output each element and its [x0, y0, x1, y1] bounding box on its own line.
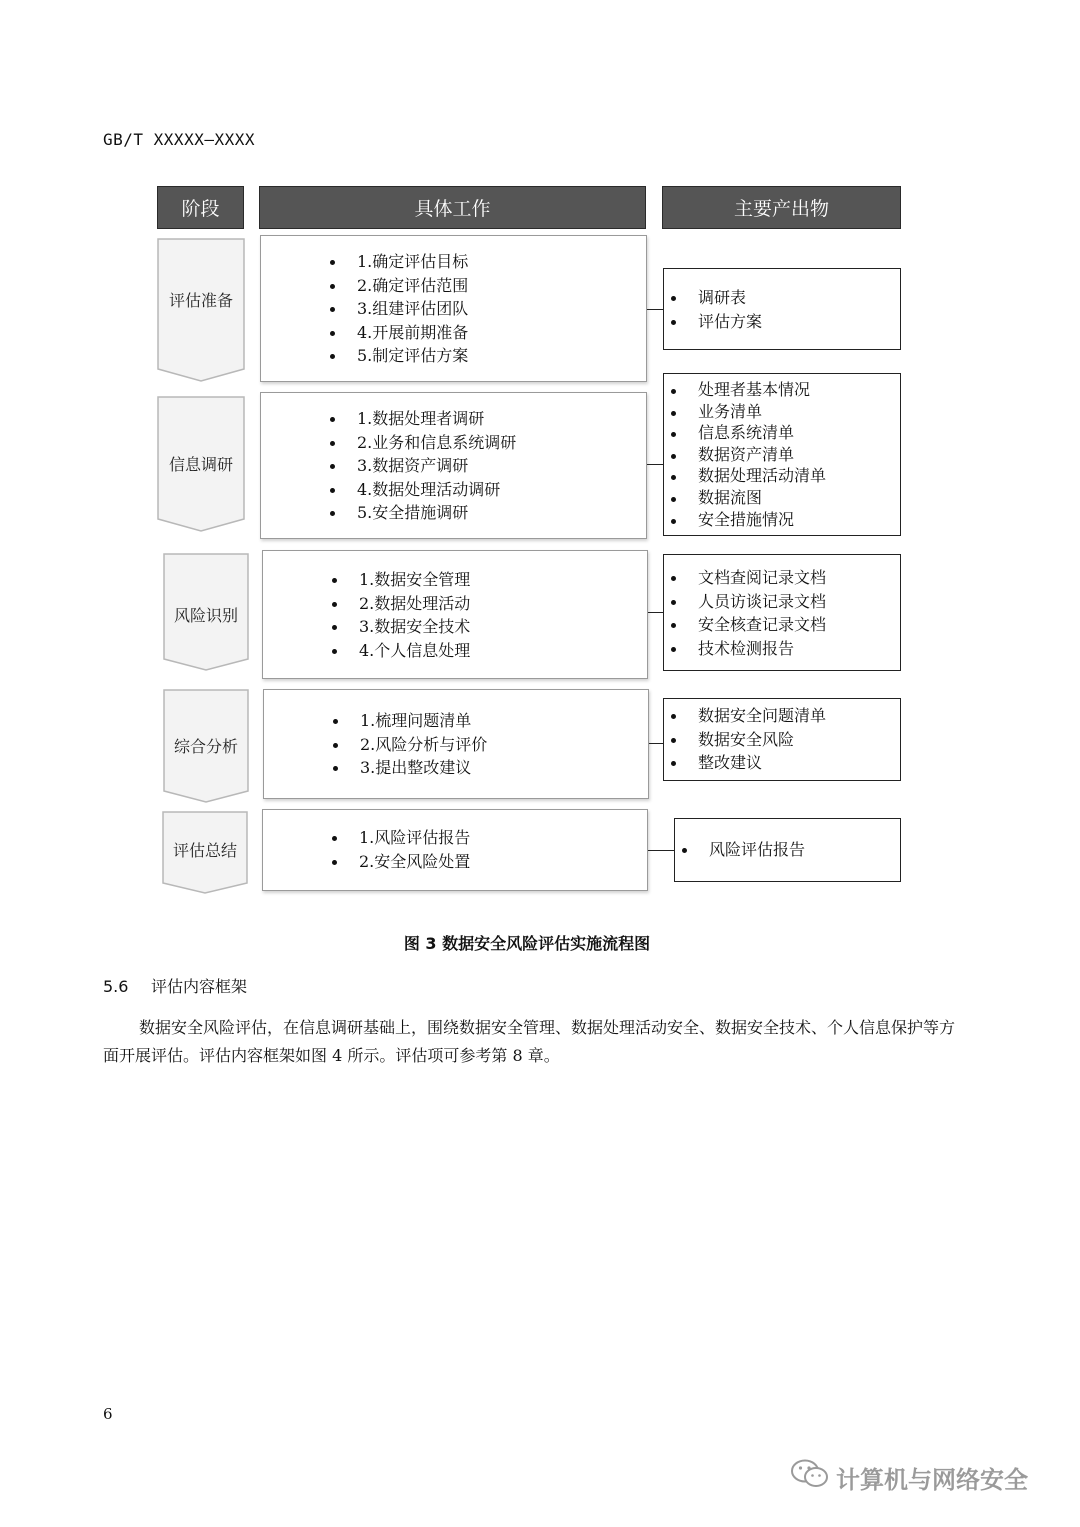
connector-line: [649, 743, 663, 744]
output-item: 人员访谈记录文档: [698, 590, 826, 614]
work-item: 1.确定评估目标: [357, 250, 468, 274]
connector-line: [647, 464, 663, 465]
connector-line: [648, 850, 674, 851]
header-work: 具体工作: [259, 186, 646, 229]
work-item: 3.数据资产调研: [357, 454, 516, 478]
work-item: 4.开展前期准备: [357, 321, 468, 345]
output-item: 评估方案: [698, 310, 762, 334]
stage-arrow-prepare: [157, 238, 245, 382]
section-heading: [103, 974, 247, 997]
wechat-icon: [790, 1458, 830, 1496]
output-item: 风险评估报告: [709, 838, 805, 862]
output-item: 技术检测报告: [698, 637, 826, 661]
header-output: 主要产出物: [662, 186, 901, 229]
connector-line: [647, 309, 663, 310]
output-item: 处理者基本情况: [698, 379, 826, 401]
output-item: 数据处理活动清单: [698, 466, 827, 486]
work-item: 3.组建评估团队: [357, 297, 468, 321]
output-item: 业务清单: [698, 401, 826, 423]
work-item: 2.确定评估范围: [357, 274, 468, 298]
work-item: 2.业务和信息系统调研: [357, 431, 516, 455]
body-paragraph: 数据安全风险评估，在信息调研基础上，围绕数据安全管理、数据处理活动安全、数据安全技术、个人信息保护等方面开展评估。评估内容框架如图 4 所示。评估项可参考第 8 章。: [103, 1018, 956, 1065]
output-item: 文档查阅记录文档: [698, 566, 826, 590]
page-number: 6: [103, 1405, 113, 1423]
output-box-research: [663, 373, 901, 536]
stage-arrow-summary: [162, 811, 248, 894]
stage-label: 综合分析: [173, 737, 238, 756]
output-item: 信息系统清单: [698, 422, 826, 444]
section-number: 5.6: [103, 977, 129, 996]
work-item: 5.制定评估方案: [357, 344, 468, 368]
stage-arrow-research: [157, 396, 245, 532]
output-box-summary: [674, 818, 901, 882]
output-item: 数据流图: [698, 487, 826, 509]
work-item: 4.个人信息处理: [359, 639, 470, 663]
work-box-prepare: [260, 235, 647, 382]
output-item: 安全核查记录文档: [698, 613, 826, 637]
work-item: 5.安全措施调研: [357, 501, 516, 525]
work-item: 1.梳理问题清单: [360, 709, 487, 733]
output-box-prepare: [663, 268, 901, 350]
document-code: GB/T XXXXX—XXXX: [103, 130, 255, 149]
output-box-analysis: [663, 698, 901, 781]
work-item: 2.风险分析与评价: [360, 733, 487, 757]
work-item: 4.数据处理活动调研: [357, 478, 516, 502]
work-box-identify: [262, 550, 648, 679]
work-item: 2.安全风险处置: [359, 850, 470, 874]
output-item: 安全措施情况: [698, 509, 826, 531]
output-item: 数据资产清单: [698, 444, 826, 466]
stage-label: 评估总结: [172, 841, 237, 860]
stage-label: 风险识别: [173, 606, 238, 625]
figure-caption: 图 3 数据安全风险评估实施流程图: [403, 934, 651, 953]
output-item: 数据安全风险: [698, 728, 826, 752]
work-box-analysis: [263, 689, 649, 799]
stage-label: 信息调研: [168, 455, 233, 474]
work-item: 3.提出整改建议: [360, 756, 487, 780]
output-item: 数据安全问题清单: [698, 704, 826, 728]
work-item: 2.数据处理活动: [359, 592, 470, 616]
stage-arrow-analysis: [163, 689, 249, 803]
work-box-summary: [262, 809, 648, 891]
output-item: 调研表: [698, 286, 762, 310]
connector-line: [648, 612, 663, 613]
watermark-text: 计算机与网络安全: [836, 1465, 1028, 1494]
work-item: 1.数据处理者调研: [357, 407, 516, 431]
work-item: 3.数据安全技术: [359, 615, 470, 639]
watermark: [790, 1458, 1028, 1496]
section-title: 评估内容框架: [151, 977, 248, 996]
stage-arrow-identify: [163, 553, 249, 671]
output-box-identify: [663, 554, 901, 671]
work-item: 1.风险评估报告: [359, 826, 470, 850]
header-stage: 阶段: [157, 186, 244, 229]
work-item: 1.数据安全管理: [359, 568, 470, 592]
stage-label: 评估准备: [168, 291, 233, 310]
output-item: 整改建议: [698, 751, 826, 775]
work-box-research: [260, 392, 647, 539]
